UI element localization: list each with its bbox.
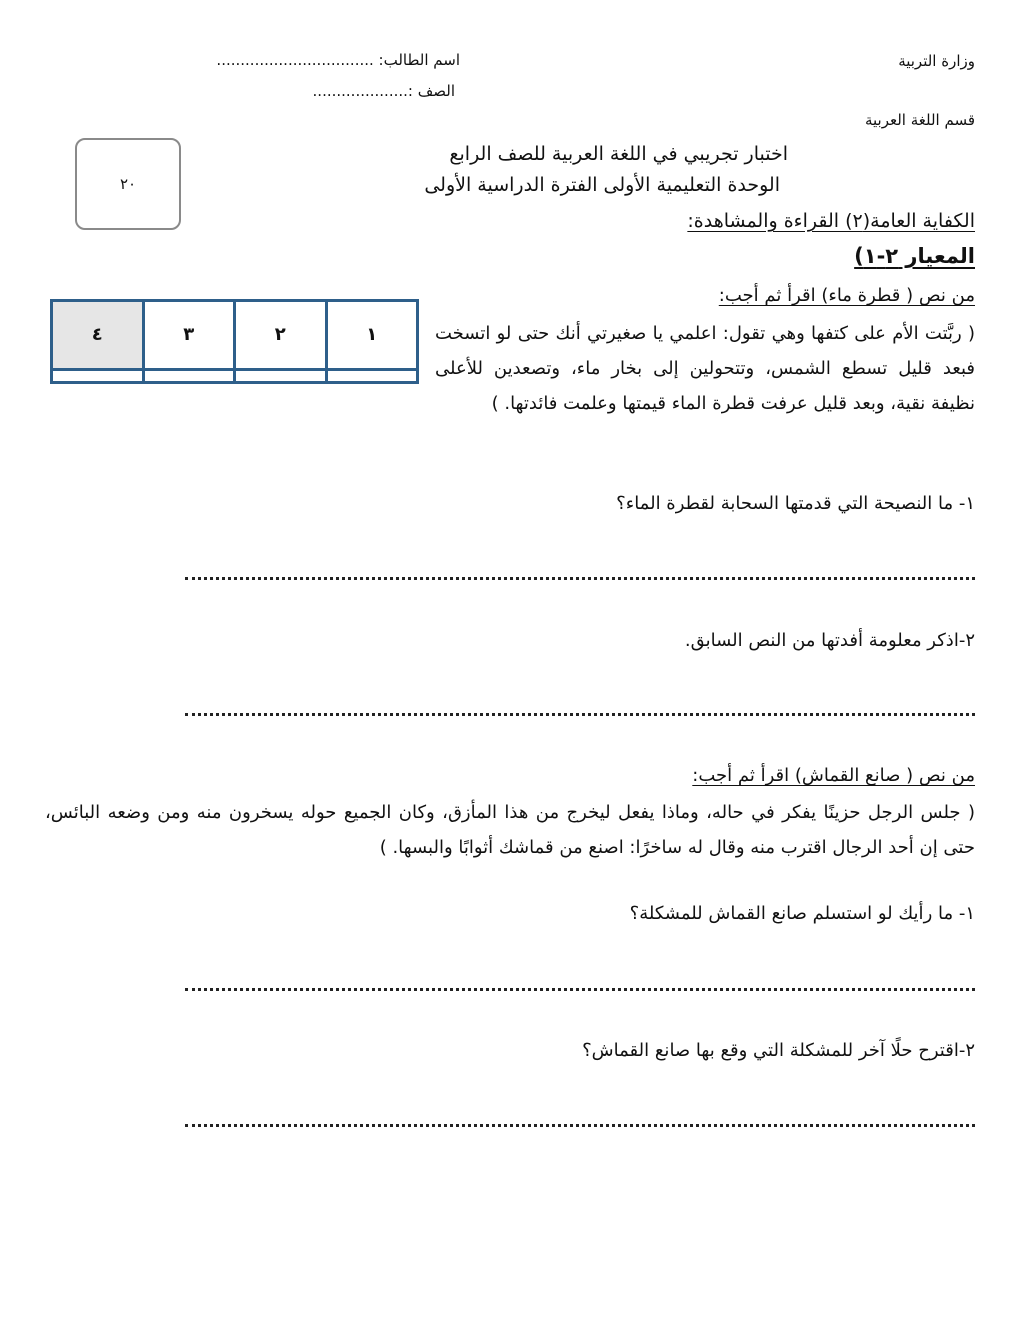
grading-cell-value[interactable] [52,369,144,382]
grading-cell-value[interactable] [235,369,327,382]
grading-table-value-row [52,369,418,382]
section1-intro: من نص ( قطرة ماء) اقرأ ثم أجب: [718,285,975,306]
grading-cell-header: ٣ [143,301,235,370]
student-name-field[interactable]: اسم الطالب: ................................. [216,51,460,69]
answer-line-s1q1[interactable] [185,577,975,580]
general-competency: الكفاية العامة(٢) القراءة والمشاهدة: [687,210,975,232]
answer-line-s1q2[interactable] [185,713,975,716]
department-label: قسم اللغة العربية [864,111,975,129]
section1-question2: ٢-اذكر معلومة أفدتها من النص السابق. [684,630,975,651]
total-score: ٢٠ [119,175,137,193]
section2-intro: من نص ( صانع القماش) اقرأ ثم أجب: [692,765,975,786]
grading-table-header-row [52,301,418,370]
grading-table [50,299,419,384]
exam-title-line1: اختبار تجريبي في اللغة العربية للصف الرابع [449,143,788,165]
grading-cell-value[interactable] [326,369,418,382]
section2-passage: ( جلس الرجل حزينًا يفكر في حاله، وماذا يفعل ليخرج من هذا المأزق، وكان الجميع حوله يسخرون منه ومن وضعه البائس، حتى إن أحد الرجال اقترب منه وقال له ساخرًا: اصنع من قماشك أثوابًا والبسها. ) [45,802,975,858]
exam-title-line2: الوحدة التعليمية الأولى الفترة الدراسية الأولى [424,174,780,196]
section1-question1: ١- ما النصيحة التي قدمتها السحابة لقطرة الماء؟ [616,493,975,514]
ministry-label: وزارة التربية [898,52,975,70]
section1-passage: ( ربَّتت الأم على كتفها وهي تقول: اعلمي يا صغيرتي أنك حتى لو اتسخت فبعد قليل تسطع الشمس، وتتحولين إلى بخار ماء، وتصعدين للأعلى نظيفة نقية، وبعد قليل عرفت قطرة الماء قيمتها وعلمت فائدتها. ) [435,323,975,414]
section2-question2: ٢-اقترح حلًا آخر للمشكلة التي وقع بها صانع القماش؟ [582,1040,975,1061]
standard-heading: المعيار ٢-١) [854,244,975,268]
grading-cell-header: ٤ [52,301,144,370]
grading-cell-header: ١ [326,301,418,370]
score-box [75,138,181,230]
section2-question1: ١- ما رأيك لو استسلم صانع القماش للمشكلة؟ [629,903,975,924]
answer-line-s2q1[interactable] [185,988,975,991]
class-field[interactable]: الصف :.................... [312,82,455,100]
answer-line-s2q2[interactable] [185,1124,975,1127]
grading-cell-value[interactable] [143,369,235,382]
grading-cell-header: ٢ [235,301,327,370]
